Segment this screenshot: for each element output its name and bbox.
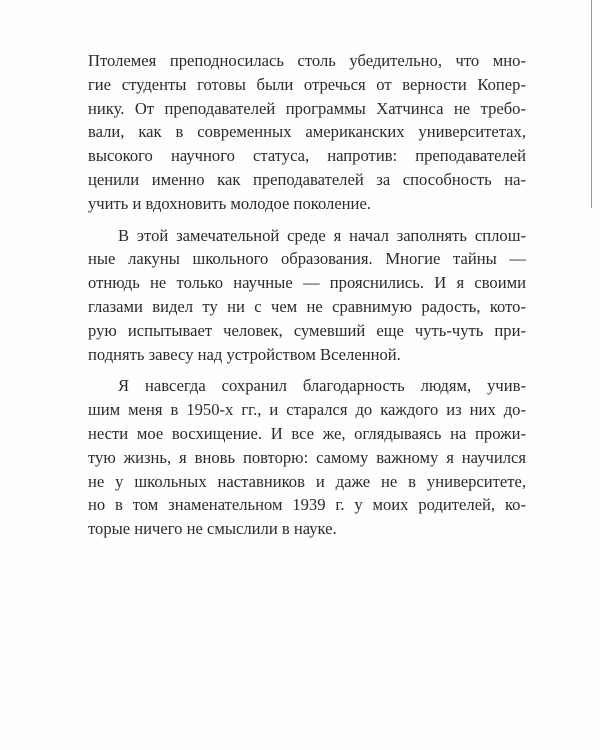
text-line: не у школьных наставников и даже не в университете,: [88, 471, 526, 491]
text-line: Птолемея преподносилась столь убедительно, что мно-: [88, 51, 526, 70]
text-line: рую испытывает человек, сумевший еще чуть-чуть при-: [88, 320, 526, 340]
paragraph-2: [88, 224, 526, 367]
page-edge-line: [591, 0, 592, 208]
text-line: В этой замечательной среде я начал заполнять сплош-: [118, 225, 526, 245]
text-line: торые ничего не смыслили в науке.: [88, 519, 337, 539]
text-line: шим меня в 1950-х гг., и старался до каждого из них до-: [88, 400, 526, 420]
text-line: тую жизнь, я вновь повторю: самому важному я научился: [88, 447, 526, 467]
paragraph-3: [88, 374, 526, 541]
text-line: но в том знаменательном 1939 г. у моих родителей, ко-: [88, 495, 526, 515]
text-line: учить и вдохновить молодое поколение.: [88, 193, 371, 213]
body-text: [88, 49, 526, 541]
text-line: отнюдь не только научные — прояснились. И я своими: [88, 273, 526, 293]
text-line: гие студенты готовы были отречься от верности Копер-: [88, 74, 526, 94]
text-line: ные лакуны школьного образования. Многие тайны —: [88, 249, 526, 269]
text-line: нику. От преподавателей программы Хатчинса не требо-: [88, 98, 526, 118]
text-line: поднять завесу над устройством Вселенной.: [88, 344, 401, 364]
text-line: Я навсегда сохранил благодарность людям, учив-: [118, 376, 526, 396]
text-line: вали, как в современных американских университетах,: [88, 122, 526, 142]
paragraph-1: [88, 49, 526, 216]
text-line: ценили именно как преподавателей за способность на-: [88, 169, 526, 189]
text-line: высокого научного статуса, напротив: преподавателей: [88, 146, 526, 166]
text-line: нести мое восхищение. И все же, оглядываясь на прожи-: [88, 423, 526, 443]
text-line: глазами видел ту ни с чем не сравнимую радость, кото-: [88, 296, 526, 316]
